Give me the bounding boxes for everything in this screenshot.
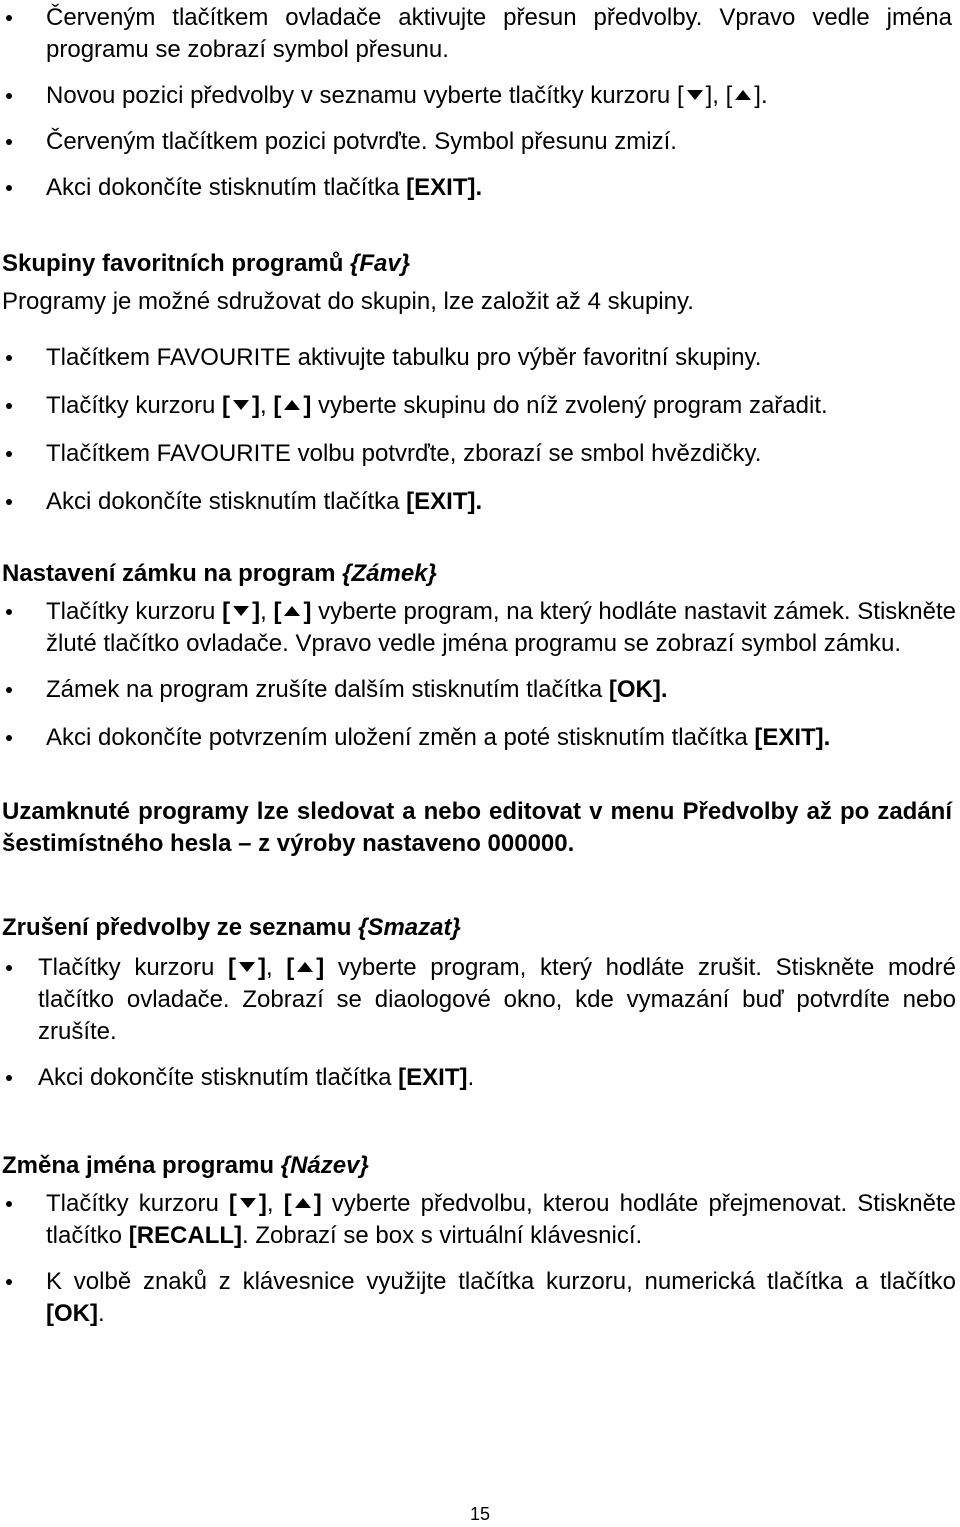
step-text: . (475, 488, 483, 515)
bracket: ] (303, 598, 312, 625)
section-heading-delete (2, 912, 461, 944)
cursor-up-icon (297, 962, 313, 972)
list-item (0, 126, 952, 158)
key-label: [RECALL] (128, 1222, 243, 1249)
step-text: Tlačítky kurzoru (46, 1190, 229, 1217)
key-label: [OK] (608, 676, 661, 703)
cursor-down-icon (240, 1198, 256, 1208)
list-item (0, 952, 956, 1048)
bracket: [ (228, 1190, 237, 1217)
delete-steps-list (0, 952, 956, 1110)
heading-tag: {Fav} (350, 250, 411, 277)
lock-note: Uzamknuté programy lze sledovat a nebo editovat v menu Předvolby až po zadání šestimístného hesla – z výroby nastaveno 000000. (2, 798, 952, 857)
key-label: [EXIT] (398, 1064, 468, 1091)
cursor-down-icon (239, 962, 255, 972)
key-label: [EXIT] (406, 488, 476, 515)
rename-steps-list (0, 1188, 956, 1346)
cursor-down-icon (233, 400, 249, 410)
bracket: ] (754, 82, 761, 109)
list-item (0, 390, 952, 422)
bracket: ] (316, 954, 325, 981)
step-text: K volbě znaků z klávesnice využijte tlačítka kurzoru, numerická tlačítka a tlačítko (46, 1268, 956, 1295)
step-text: Akci dokončíte potvrzením uložení změn a poté stisknutím tlačítka (46, 724, 755, 751)
heading-tag: {Název} (280, 1152, 369, 1179)
step-text: vyberte předvolbu, kterou hodláte přejmenovat. Stiskněte tlačítko (46, 1190, 957, 1249)
section-heading-lock (2, 558, 437, 590)
step-text: Zámek na program zrušíte dalším stisknutím tlačítka (46, 676, 609, 703)
move-steps-list (0, 2, 952, 220)
separator: , (260, 598, 274, 625)
bracket: ] (705, 82, 713, 109)
step-text: Červeným tlačítkem pozici potvrďte. Symbol přesunu zmizí. (46, 128, 677, 155)
list-item (0, 596, 956, 660)
separator: , (260, 392, 274, 419)
step-text: . (467, 1064, 475, 1091)
step-text: Tlačítkem FAVOURITE aktivujte tabulku pro výběr favoritní skupiny. (46, 344, 762, 371)
step-text: Akci dokončíte stisknutím tlačítka (46, 488, 407, 515)
list-item (0, 1188, 956, 1252)
bracket: ] (252, 598, 261, 625)
bracket: [ (227, 954, 236, 981)
key-label: [OK] (46, 1300, 98, 1327)
bracket: ] (257, 954, 266, 981)
heading-tag: {Zámek} (342, 560, 437, 587)
fav-intro: Programy je možné sdružovat do skupin, lze založit až 4 skupiny. (2, 288, 694, 315)
step-text: . (660, 676, 668, 703)
separator: , (712, 82, 726, 109)
key-label: [EXIT] (754, 724, 824, 751)
list-item (0, 2, 952, 66)
list-item (0, 674, 956, 706)
bracket: [ (676, 82, 684, 109)
step-text: vyberte program, na který hodláte nastavit zámek. Stiskněte žluté tlačítko ovladače. Vpravo vedle jména programu se zobrazí symbol zámku. (46, 598, 956, 657)
list-item (0, 342, 952, 374)
step-text: Tlačítky kurzoru (46, 598, 223, 625)
section-heading-fav (2, 248, 410, 280)
heading-text: Nastavení zámku na program (2, 560, 343, 587)
bracket: ] (258, 1190, 267, 1217)
step-text: Tlačítky kurzoru (38, 954, 228, 981)
cursor-down-icon (233, 606, 249, 616)
list-item (0, 1266, 956, 1330)
heading-text: Změna jména programu (2, 1152, 281, 1179)
step-text: Tlačítkem FAVOURITE volbu potvrďte, zborazí se smbol hvězdičky. (46, 440, 762, 467)
step-text: Tlačítky kurzoru (46, 392, 223, 419)
list-item (0, 172, 952, 204)
cursor-up-icon (284, 606, 300, 616)
bracket: ] (313, 1190, 322, 1217)
step-text: Akci dokončíte stisknutím tlačítka (38, 1064, 399, 1091)
step-text: Akci dokončíte stisknutím tlačítka (46, 174, 407, 201)
list-item (0, 1062, 956, 1094)
bracket: [ (286, 954, 295, 981)
fav-steps-list (0, 342, 952, 534)
step-text: . (475, 174, 483, 201)
cursor-up-icon (735, 90, 751, 100)
heading-text: Zrušení předvolby ze seznamu (2, 914, 359, 941)
page-number: 15 (469, 1504, 491, 1524)
bracket: [ (283, 1190, 292, 1217)
cursor-up-icon (284, 400, 300, 410)
cursor-up-icon (295, 1198, 311, 1208)
list-item (0, 80, 952, 112)
step-text: Novou pozici předvolby v seznamu vyberte tlačítky kurzoru (46, 82, 677, 109)
step-text: Červeným tlačítkem ovladače aktivujte přesun předvolby. Vpravo vedle jména programu se zobrazí symbol přesunu. (46, 4, 952, 63)
step-text: . (823, 724, 831, 751)
list-item (0, 722, 956, 754)
cursor-down-icon (687, 90, 703, 100)
step-text: . Zobrazí se box s virtuální klávesnicí. (242, 1222, 643, 1249)
bracket: ] (252, 392, 261, 419)
heading-text: Skupiny favoritních programů (2, 250, 351, 277)
bracket: [ (273, 392, 282, 419)
separator: , (265, 954, 287, 981)
lock-steps-list (0, 596, 956, 770)
bracket: [ (273, 598, 282, 625)
bracket: ] (303, 392, 312, 419)
list-item (0, 438, 952, 470)
bracket: [ (222, 598, 231, 625)
key-label: [EXIT] (406, 174, 476, 201)
separator: , (266, 1190, 284, 1217)
step-text: vyberte skupinu do níž zvolený program zařadit. (311, 392, 828, 419)
bracket: [ (725, 82, 733, 109)
step-text: vyberte program, který hodláte zrušit. Stiskněte modré tlačítko ovladače. Zobrazí se diaologové okno, kde vymazání buď potvrdíte nebo zrušíte. (38, 954, 956, 1045)
section-heading-rename (2, 1150, 369, 1182)
step-text: . (97, 1300, 105, 1327)
list-item (0, 486, 952, 518)
step-text: . (760, 82, 768, 109)
bracket: [ (222, 392, 231, 419)
heading-tag: {Smazat} (358, 914, 461, 941)
